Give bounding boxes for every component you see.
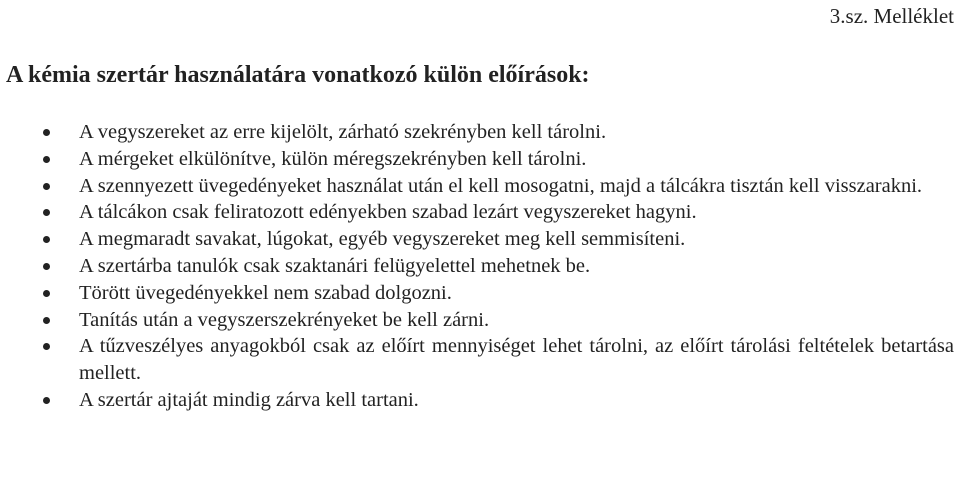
bullet-icon [43,129,50,136]
bullet-icon [43,209,50,216]
list-item [0,173,960,200]
bullet-icon [43,156,50,163]
rule-text: A vegyszereket az erre kijelölt, zárható szekrényben kell tárolni. [79,121,607,143]
rule-text: A tűzveszélyes anyagokból csak az előírt mennyiséget lehet tárolni, az előírt tárolási feltételek betartása mellett. [79,335,954,385]
list-item [0,307,960,334]
rule-text: A megmaradt savakat, lúgokat, egyéb vegyszereket meg kell semmisíteni. [79,228,686,251]
rules-list [0,119,960,414]
bullet-icon [43,343,50,350]
bullet-icon [43,397,50,404]
bullet-icon [43,236,50,243]
rule-text: A szertár ajtaját mindig zárva kell tartani. [79,388,419,411]
bullet-icon [43,317,50,324]
rule-text: A mérgeket elkülönítve, külön méregszekrényben kell tárolni. [79,147,587,170]
list-item [0,226,960,253]
list-item [0,333,960,387]
list-item [0,199,960,226]
bullet-icon [43,263,50,270]
rule-text: Törött üvegedényekkel nem szabad dolgozni. [79,281,452,304]
list-item [0,387,960,414]
annex-label: 3.sz. Melléklet [829,4,954,28]
list-item [0,146,960,173]
list-item [0,119,960,146]
rule-text: A tálcákon csak feliratozott edényekben szabad lezárt vegyszereket hagyni. [79,201,697,224]
list-item [0,253,960,280]
page-title: A kémia szertár használatára vonatkozó külön előírások: [6,62,590,88]
rule-text: A szertárba tanulók csak szaktanári felügyelettel mehetnek be. [79,254,591,277]
rule-text: A szennyezett üvegedényeket használat után el kell mosogatni, majd a tálcákra tisztán kell visszarakni. [79,174,923,197]
rule-text: Tanítás után a vegyszerszekrényeket be kell zárni. [79,308,490,331]
bullet-icon [43,183,50,190]
list-item [0,280,960,307]
bullet-icon [43,290,50,297]
